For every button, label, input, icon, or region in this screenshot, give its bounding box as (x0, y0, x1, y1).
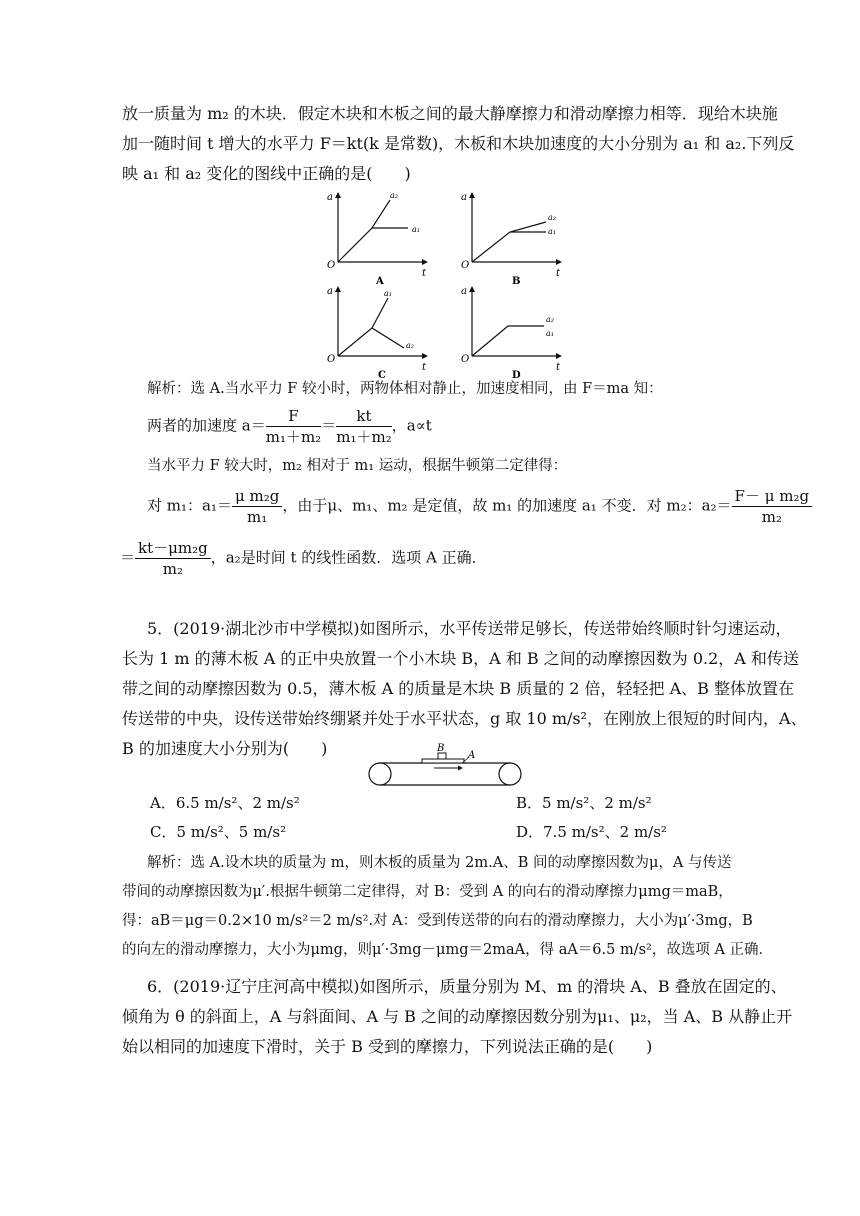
q4-solution-formula-1: 两者的加速度 a＝ $\frac{F}{\text{m₁＋m₂}}$ ＝ $\frac{kt}{\text{m₁＋m₂}}$ ，a∝t (147, 407, 432, 446)
formula-2-fraction-1 (232, 486, 282, 527)
formula-1-fraction-1 (266, 406, 321, 447)
graph-c-curve-label-2: a₂ (406, 341, 414, 350)
q5-solution-line-2: 带间的动摩擦因数为μ′.根据牛顿第二定律得，对 B：受到 A 的向右的滑动摩擦力μmg＝maB， (122, 884, 733, 900)
fraction-numerator: kt (336, 406, 391, 427)
conveyor-belt-figure (364, 742, 534, 796)
graph-b-curve-label-2: a₁ (548, 227, 556, 236)
figure-label-a: A (468, 750, 476, 761)
q5-option-a[interactable]: A．6.5 m/s²、2 m/s² (150, 794, 300, 812)
q4-solution-line-1: 解析：选 A.当水平力 F 较小时，两物体相对静止，加速度相同，由 F＝ma 知： (147, 381, 663, 397)
q5-option-c[interactable]: C．5 m/s²、5 m/s² (150, 823, 287, 841)
graph-c-axis-x: t (422, 362, 427, 373)
formula-1-fraction-2 (336, 406, 391, 447)
q4-stem-line-2: 加一随时间 t 增大的水平力 F＝kt(k 是常数)，木板和木块加速度的大小分别为 a₁ 和 a₂.下列反 (122, 134, 795, 153)
q5-solution-line-4: 的向左的滑动摩擦力，大小为μmg，则μ′·3mg－μmg＝2maA，得 aA＝6.5 m/s²，故选项 A 正确． (122, 942, 774, 958)
q5-solution-line-3: 得：aB＝μg＝0.2×10 m/s²＝2 m/s².对 A：受到传送带的向右的滑动摩擦力，大小为μ′·3mg，B (122, 913, 753, 929)
graph-d (452, 280, 567, 384)
graph-c-origin: O (327, 354, 336, 365)
q5-stem-line-5: B 的加速度大小分别为( ) (122, 739, 328, 758)
graph-b-label: B (512, 276, 521, 286)
fraction-denominator: m₁＋m₂ (265, 428, 322, 446)
graph-c-axis-y: a (327, 286, 333, 297)
q6-stem-line-3: 始以相同的加速度下滑时，关于 B 受到的摩擦力，下列说法正确的是( ) (122, 1037, 653, 1056)
graph-b-axis-x: t (556, 268, 561, 279)
graph-d-label: D (512, 370, 521, 380)
q6-stem-line-2: 倾角为 θ 的斜面上，A 与斜面间、A 与 B 之间的动摩擦因数分别为μ₁、μ₂，当 A、B 从静止开 (122, 1007, 793, 1026)
q5-option-b[interactable]: B．5 m/s²、2 m/s² (516, 794, 652, 812)
formula-3-fraction (135, 538, 211, 579)
q5-solution-line-1: 解析：选 A.设木块的质量为 m，则木板的质量为 2m.A、B 间的动摩擦因数为μ，A 与传送 (147, 855, 732, 871)
graph-d-axis-x: t (556, 362, 561, 373)
graph-a (318, 186, 433, 290)
fraction-denominator: m₂ (162, 560, 183, 578)
fraction-numerator: F (266, 406, 321, 427)
q4-stem-line-1: 放一质量为 m₂ 的木块．假定木块和木板之间的最大静摩擦力和滑动摩擦力相等．现给木块施 (122, 104, 778, 123)
q5-stem-line-4: 传送带的中央，设传送带始终绷紧并处于水平状态，g 取 10 m/s²，在刚放上很短的时间内，A、 (122, 709, 807, 728)
q4-stem-line-3: 映 a₁ 和 a₂ 变化的图线中正确的是( ) (122, 164, 411, 183)
formula-2-prefix: 对 m₁：a₁＝ (147, 496, 232, 515)
graph-d-origin: O (461, 354, 470, 365)
q4-solution-line-3: 当水平力 F 较大时，m₂ 相对于 m₁ 运动，根据牛顿第二定律得： (147, 458, 568, 474)
graph-d-curve-label-1: a₂ (546, 315, 554, 324)
q5-option-d[interactable]: D．7.5 m/s²、2 m/s² (516, 823, 667, 841)
graph-a-axis-y: a (327, 192, 333, 203)
graph-a-label: A (376, 276, 384, 286)
graph-b-axis-y: a (461, 192, 467, 203)
q4-solution-formula-3: ＝ $\frac{\text{kt－μm₂g}}{\text{m₂}}$ ，a₂是时间 t 的线性函数．选项 A 正确． (120, 539, 487, 578)
formula-2-fraction-2 (732, 486, 813, 527)
formula-2-mid: ，由于μ、m₁、m₂ 是定值，故 m₁ 的加速度 a₁ 不变．对 m₂：a₂＝ (282, 496, 732, 515)
graph-b-origin: O (461, 260, 470, 271)
fraction-denominator: m₁ (247, 508, 268, 526)
graph-d-axis-y: a (461, 286, 467, 297)
fraction-numerator: F－ μ m₂g (732, 486, 813, 507)
fraction-numerator: μ m₂g (232, 486, 282, 507)
q6-stem-line-1: 6．(2019·辽宁庄河高中模拟)如图所示，质量分别为 M、m 的滑块 A、B 叠放在固定的、 (147, 977, 787, 996)
formula-1-prefix: 两者的加速度 a＝ (147, 416, 266, 435)
graph-a-curve-label-2: a₁ (412, 225, 420, 234)
fraction-numerator: kt－μm₂g (135, 538, 211, 559)
graph-a-axis-x: t (422, 268, 427, 279)
q5-stem-line-2: 长为 1 m 的薄木板 A 的正中央放置一个小木块 B，A 和 B 之间的动摩擦因数为 0.2，A 和传送 (122, 649, 799, 668)
formula-1-suffix: ，a∝t (391, 416, 432, 435)
fraction-denominator: m₁＋m₂ (336, 428, 392, 446)
graph-c-label: C (378, 370, 386, 380)
q5-stem-line-3: 带之间的动摩擦因数为 0.5，薄木板 A 的质量是木块 B 质量的 2 倍，轻轻把 A、B 整体放置在 (122, 679, 795, 698)
q4-solution-formula-2 (147, 486, 812, 527)
graph-a-curve-label-1: a₂ (390, 191, 398, 200)
graph-b-curve-label-1: a₂ (548, 213, 556, 222)
graph-a-origin: O (327, 260, 336, 271)
figure-label-b: B (437, 743, 445, 754)
q5-stem-line-1: 5．(2019·湖北沙市中学模拟)如图所示，水平传送带足够长，传送带始终顺时针匀速运动， (147, 619, 792, 638)
graph-b (452, 186, 567, 290)
formula-3-suffix: ，a₂是时间 t 的线性函数．选项 A 正确． (210, 548, 487, 567)
graph-d-curve-label-2: a₁ (546, 329, 554, 338)
graph-c (318, 280, 433, 384)
fraction-denominator: m₂ (761, 508, 782, 526)
graph-c-curve-label-1: a₁ (384, 289, 392, 298)
